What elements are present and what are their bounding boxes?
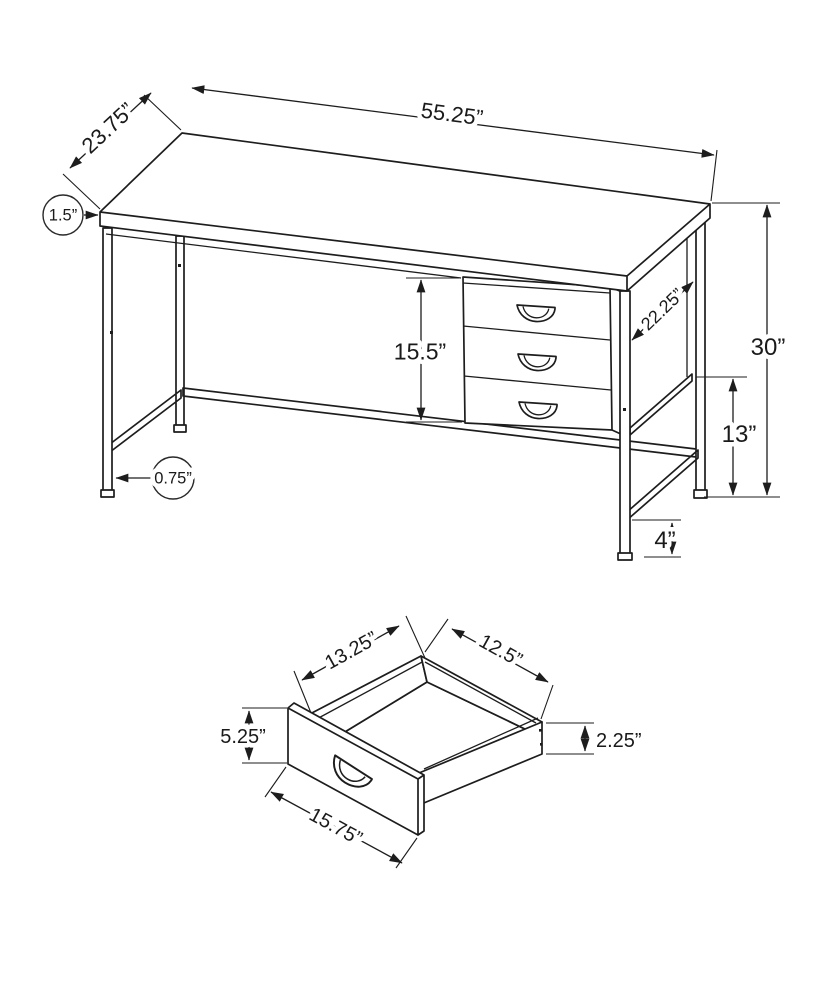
desk-clearance-label: 13” <box>721 421 757 448</box>
drawer-front-width-label: 15.75” <box>305 803 366 851</box>
desk-frame-tube-label: 0.75” <box>154 469 192 488</box>
desktop <box>100 133 710 291</box>
desk-side-depth-label: 22.25” <box>637 284 688 335</box>
desk-dimensions <box>43 88 785 557</box>
drawer-figure <box>288 656 543 835</box>
desk-width-label: 55.25” <box>419 97 485 131</box>
drawer-depth-label: 13.25” <box>321 627 382 675</box>
drawer-side-height-ext-lines <box>546 723 594 754</box>
drawer-side-height-label: 2.25” <box>596 730 642 752</box>
desk-height-label: 30” <box>750 334 786 361</box>
desk-depth-label: 23.75” <box>76 97 140 159</box>
drawer-width-label: 12.5” <box>475 630 526 672</box>
desk-width-ext-line <box>711 150 717 201</box>
drawer-front-height-label: 5.25” <box>220 726 266 748</box>
desk-drawer-height-label: 15.5” <box>393 338 447 365</box>
desk-top-thickness-label: 1.5” <box>48 206 78 225</box>
desk-stretcher-label: 4” <box>654 527 676 554</box>
